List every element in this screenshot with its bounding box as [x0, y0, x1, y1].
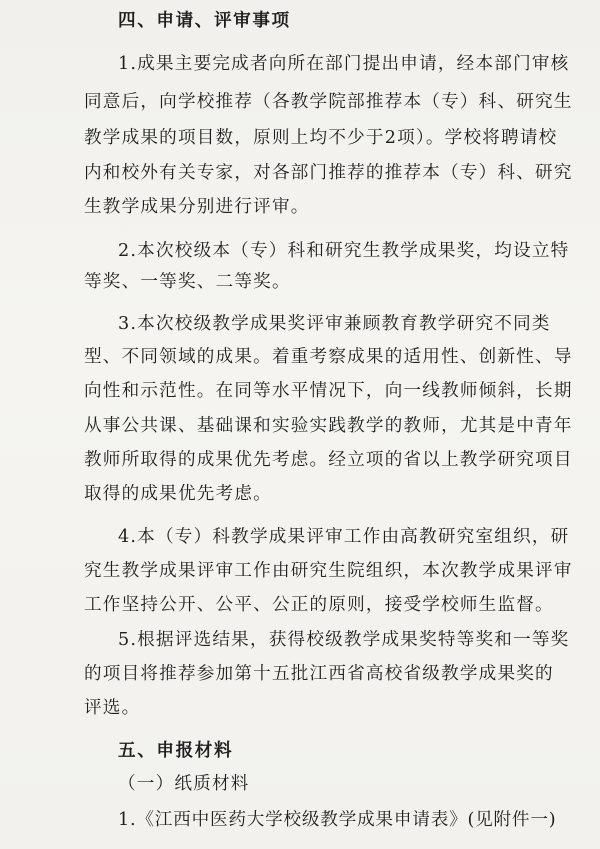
paragraph-line: 1.成果主要完成者向所在部门提出申请，经本部门审核: [118, 54, 570, 74]
paragraph-line: 5.根据评选结果，获得校级教学成果奖特等奖和一等奖: [118, 630, 570, 650]
paragraph-line: 3.本次校级教学成果奖评审兼顾教育教学研究不同类: [118, 314, 551, 334]
section-4-heading: 四、申请、评审事项: [118, 10, 291, 31]
paragraph-line: 教学成果的项目数，原则上均不少于2项）。学校将聘请校: [84, 128, 558, 148]
list-item: 1.《江西中医药大学校级教学成果申请表》(见附件一): [118, 810, 557, 830]
paragraph-line: 教师所取得的成果优先考虑。经立项的省以上教学研究项目: [84, 450, 573, 470]
paragraph-line: 评选。: [84, 698, 141, 718]
paragraph-line: 究生教学成果评审工作由研究生院组织，本次教学成果评审: [84, 561, 573, 581]
paragraph-line: 的项目将推荐参加第十五批江西省高校省级教学成果奖的: [84, 664, 554, 684]
section-5-heading: 五、申报材料: [118, 740, 234, 761]
paragraph-line: 2.本次校级本（专）科和研究生教学成果奖，均设立特: [118, 241, 570, 261]
paragraph-line: 同意后，向学校推荐（各教学院部推荐本（专）科、研究生: [84, 92, 573, 112]
paragraph-line: 等奖、一等奖、二等奖。: [84, 272, 291, 292]
paragraph-line: 取得的成果优先考虑。: [84, 484, 272, 504]
paragraph-line: 型、不同领域的成果。着重考察成果的适用性、创新性、导: [84, 347, 573, 367]
paragraph-line: 生教学成果分别进行评审。: [84, 197, 310, 217]
paragraph-line: 4.本（专）科教学成果评审工作由高教研究室组织，研: [118, 527, 570, 547]
paragraph-line: 内和校外有关专家，对各部门推荐的推荐本（专）科、研究: [84, 163, 573, 183]
paragraph-line: 从事公共课、基础课和实验实践教学的教师，尤其是中青年: [84, 416, 573, 436]
subsection-heading: （一）纸质材料: [118, 774, 250, 794]
paragraph-line: 向性和示范性。在同等水平情况下，向一线教师倾斜，长期: [84, 381, 573, 401]
paragraph-line: 工作坚持公开、公平、公正的原则，接受学校师生监督。: [84, 595, 554, 615]
